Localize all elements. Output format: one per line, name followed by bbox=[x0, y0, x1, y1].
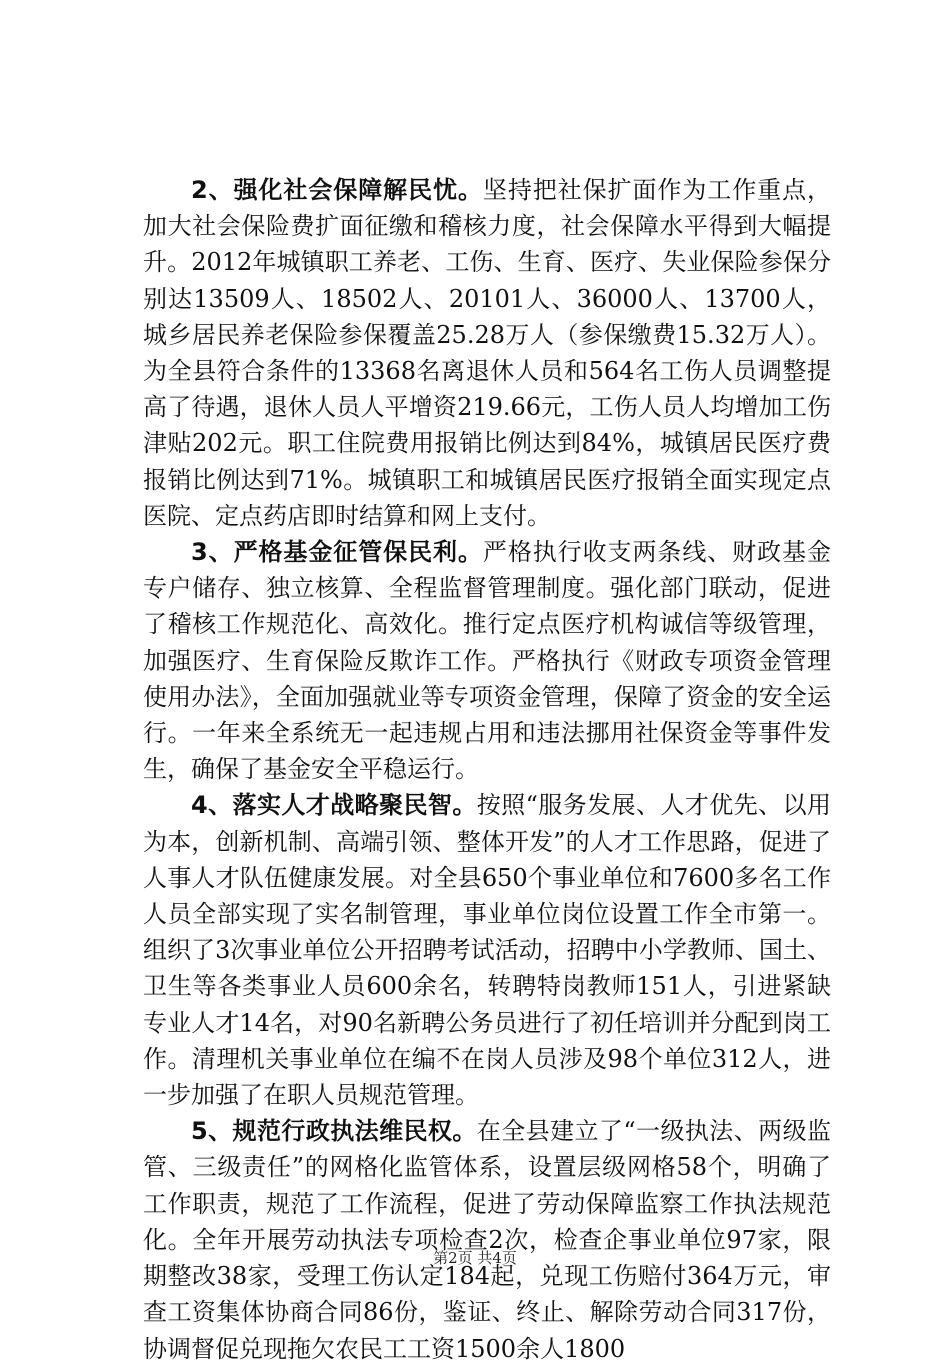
paragraph-social-security bbox=[143, 172, 831, 534]
paragraph-heading: 2、强化社会保障解民忧。 bbox=[191, 176, 483, 204]
paragraph-heading: 4、落实人才战略聚民智。 bbox=[191, 791, 477, 820]
paragraph-text: 在全县建立了“一级执法、两级监管、三级责任”的网格化监管体系，设置层级网格58个，明确了工作职责，规范了工作流程，促进了劳动保障监察工作执法规范化。全年开展劳动执法专项检查2次，检查企事业单位97家，限期整改38家，受理工伤认定184起，兑现工伤赔付364万元，审查工资集体协商合同86份，鉴证、终止、解除劳动合同317份，协调督促兑现拖欠农民工工资1500余人1800 bbox=[143, 1117, 831, 1363]
page-number-label: 第2页 共4页 bbox=[433, 1249, 517, 1267]
paragraph-heading: 5、规范行政执法维民权。 bbox=[191, 1117, 477, 1146]
paragraph-heading: 3、严格基金征管保民利。 bbox=[191, 538, 483, 567]
document-body bbox=[143, 172, 831, 1367]
paragraph-law-enforcement bbox=[143, 1113, 831, 1366]
paragraph-fund-management bbox=[143, 534, 831, 787]
paragraph-text: 严格执行收支两条线、财政基金专户储存、独立核算、全程监督管理制度。强化部门联动，促进了稽核工作规范化、高效化。推行定点医疗机构诚信等级管理，加强医疗、生育保险反欺诈工作。严格执行《财政专项资金管理使用办法》，全面加强就业等专项资金管理，保障了资金的安全运行。一年来全系统无一起违规占用和违法挪用社保资金等事件发生，确保了基金安全平稳运行。 bbox=[143, 538, 832, 784]
paragraph-talent-strategy bbox=[143, 787, 831, 1113]
paragraph-text: 按照“服务发展、人才优先、以用为本，创新机制、高端引领、整体开发”的人才工作思路，促进了人事人才队伍健康发展。对全县650个事业单位和7600多名工作人员全部实现了实名制管理，事业单位岗位设置工作全市第一。组织了3次事业单位公开招聘考试活动，招聘中小学教师、国土、卫生等各类事业人员600余名，转聘特岗教师151人，引进紧缺专业人才14名，对90名新聘公务员进行了初任培训并分配到岗工作。清理机关事业单位在编不在岗人员涉及98个单位312人，进一步加强了在职人员规范管理。 bbox=[143, 791, 831, 1110]
paragraph-text: 坚持把社保扩面作为工作重点，加大社会保险费扩面征缴和稽核力度，社会保障水平得到大幅提升。2012年城镇职工养老、工伤、生育、医疗、失业保险参保分别达13509人、18502人、20101人、36000人、13700人，城乡居民养老保险参保覆盖25.28万人（参保缴费15.32万人）。为全县符合条件的13368名离退休人员和564名工伤人员调整提高了待遇，退休人员人平增资219.66元，工伤人员人均增加工伤津贴202元。职工住院费用报销比例达到84%，城镇居民医疗费报销比例达到71%。城镇职工和城镇居民医疗报销全面实现定点医院、定点药店即时结算和网上支付。 bbox=[143, 176, 832, 530]
page-footer bbox=[0, 1247, 950, 1268]
